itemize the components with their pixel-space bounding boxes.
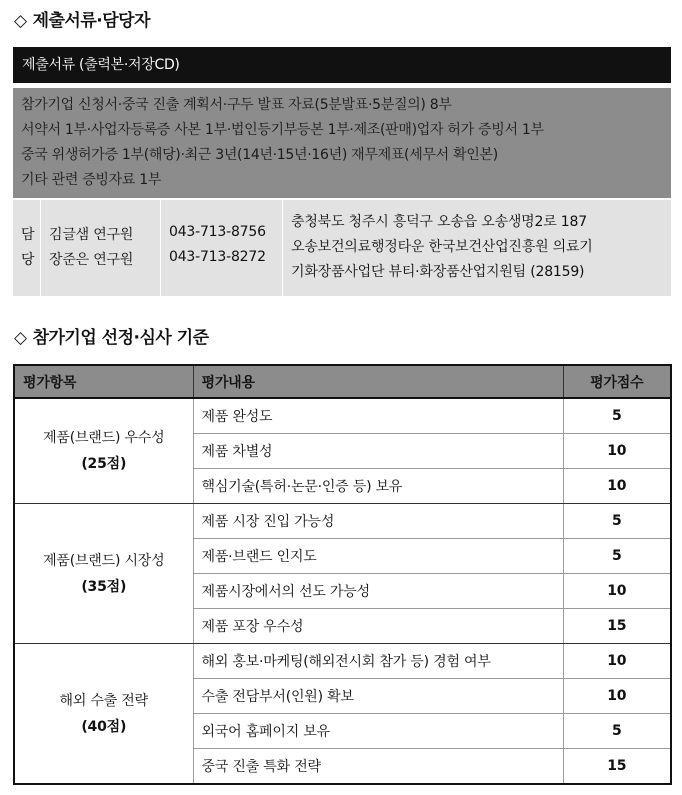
documents-list [13, 88, 671, 198]
category-points: (40점) [81, 718, 127, 735]
table-row [14, 398, 671, 434]
category-cell [14, 644, 193, 785]
category-cell [14, 398, 193, 504]
criterion-score: 15 [563, 749, 671, 785]
diamond-icon: ◇ [14, 11, 27, 31]
column-header-category: 평가항목 [14, 365, 193, 398]
criterion-content: 중국 진출 특화 전략 [193, 749, 563, 785]
address-line: 기화장품사업단 뷰티·화장품산업지원팀 (28159) [291, 264, 585, 280]
category-points: (25점) [81, 456, 127, 472]
category-label: 제품(브랜드) 시장성 [43, 552, 165, 569]
documents-header: 제출서류 (출력본·저장CD) [13, 47, 671, 83]
criterion-content: 해외 홍보·마케팅(해외전시회 참가 등) 경험 여부 [193, 644, 563, 679]
contact-phones [161, 200, 283, 296]
contact-box [13, 200, 671, 296]
criterion-content: 외국어 홈페이지 보유 [193, 714, 563, 749]
document-line: 기타 관련 증빙자료 1부 [21, 172, 162, 188]
contact-name: 김글샘 연구원 [49, 227, 134, 243]
contact-phone: 043-713-8756 [169, 224, 266, 240]
criterion-content: 제품 차별성 [193, 434, 563, 469]
category-cell [14, 504, 193, 644]
table-header-row [14, 365, 671, 398]
section-title-text: 참가기업 선정·심사 기준 [32, 328, 209, 348]
criterion-content: 제품 포장 우수성 [193, 609, 563, 644]
category-label: 해외 수출 전략 [59, 692, 148, 709]
criterion-score: 5 [563, 714, 671, 749]
criteria-table [13, 364, 672, 785]
table-row [14, 644, 671, 679]
criterion-score: 10 [563, 434, 671, 469]
address-line: 충청북도 청주시 흥덕구 오송읍 오송생명2로 187 [291, 214, 587, 230]
column-header-score: 평가점수 [563, 365, 671, 398]
document-line: 서약서 1부·사업자등록증 사본 1부·법인등기부등본 1부·제조(판매)업자 허가 증빙서 1부 [21, 122, 544, 138]
contact-names [41, 200, 161, 296]
criterion-score: 10 [563, 644, 671, 679]
criterion-score: 5 [563, 504, 671, 539]
contact-label: 담 당 [13, 200, 41, 296]
contact-name: 장준은 연구원 [49, 252, 134, 268]
document-line: 중국 위생허가증 1부(해당)·최근 3년(14년·15년·16년) 재무제표(세무서 확인본) [21, 147, 498, 163]
section-title-submission [14, 6, 150, 31]
criterion-score: 5 [563, 398, 671, 434]
criterion-score: 10 [563, 574, 671, 609]
address-line: 오송보건의료행정타운 한국보건산업진흥원 의료기 [291, 239, 593, 255]
criterion-score: 10 [563, 469, 671, 504]
table-row [14, 504, 671, 539]
section-title-criteria [14, 323, 209, 348]
criterion-score: 10 [563, 679, 671, 714]
criterion-score: 5 [563, 539, 671, 574]
criterion-content: 제품시장에서의 선도 가능성 [193, 574, 563, 609]
diamond-icon: ◇ [14, 328, 27, 348]
criterion-content: 제품·브랜드 인지도 [193, 539, 563, 574]
column-header-content: 평가내용 [193, 365, 563, 398]
category-points: (35점) [81, 578, 127, 595]
criterion-content: 핵심기술(특허·논문·인증 등) 보유 [193, 469, 563, 504]
document-line: 참가기업 신청서·중국 진출 계획서·구두 발표 자료(5분발표·5분질의) 8부 [21, 97, 452, 113]
criterion-content: 제품 시장 진입 가능성 [193, 504, 563, 539]
criterion-content: 제품 완성도 [193, 398, 563, 434]
contact-address [283, 200, 671, 296]
category-label: 제품(브랜드) 우수성 [43, 430, 165, 446]
criterion-content: 수출 전담부서(인원) 확보 [193, 679, 563, 714]
criterion-score: 15 [563, 609, 671, 644]
section-title-text: 제출서류·담당자 [32, 11, 150, 31]
contact-phone: 043-713-8272 [169, 249, 266, 265]
